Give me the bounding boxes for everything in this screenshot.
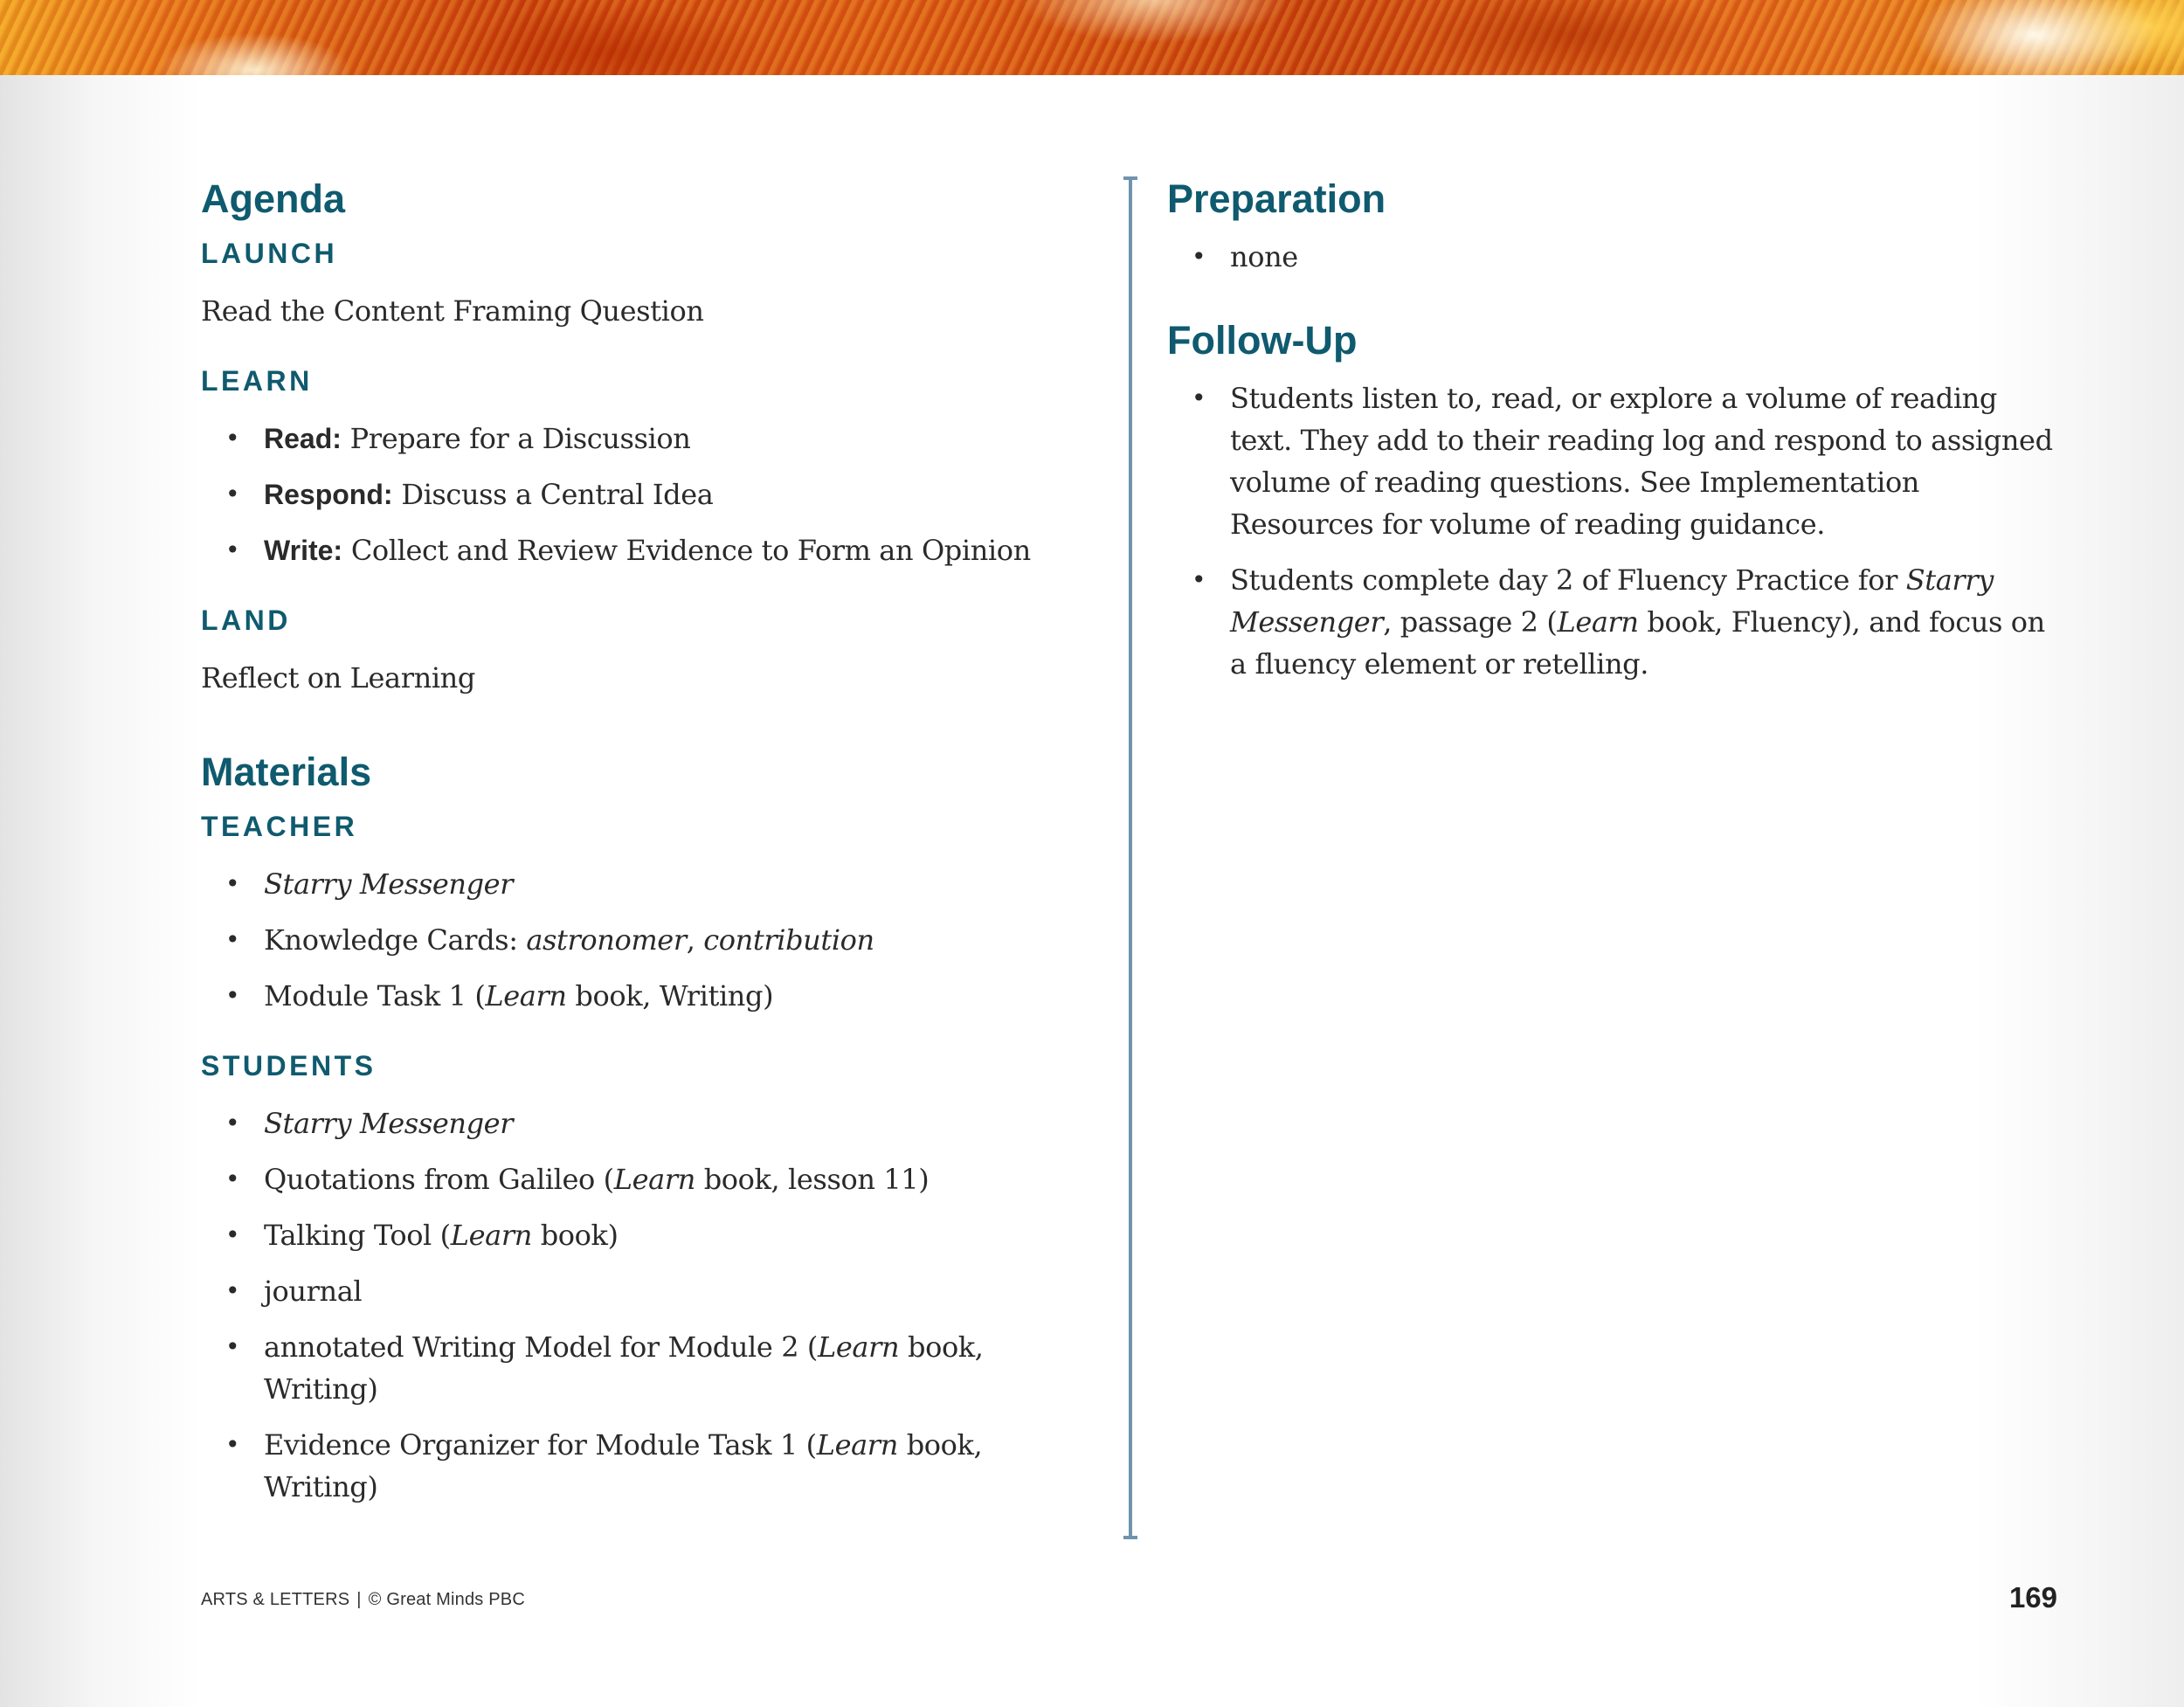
land-text: Reflect on Learning xyxy=(201,661,475,695)
footer-credit xyxy=(201,1590,525,1610)
right-column xyxy=(1167,175,2058,708)
item-text: Collect and Review Evidence to Form an Opinion xyxy=(342,534,1031,567)
item-text: annotated Writing Model for Module 2 ( xyxy=(264,1330,819,1364)
footer-copyright: © Great Minds PBC xyxy=(368,1590,525,1609)
item-text: Knowledge Cards: xyxy=(264,923,527,957)
launch-text: Read the Content Framing Question xyxy=(201,294,704,328)
list-item xyxy=(201,418,1075,460)
item-text: book, Writing) xyxy=(566,979,774,1012)
item-text: book, Writing) xyxy=(264,1330,984,1406)
followup-list xyxy=(1167,377,2058,685)
book-ref: Learn xyxy=(613,1163,695,1196)
list-item xyxy=(201,1424,1075,1508)
list-item xyxy=(1167,559,2058,685)
item-text: Discuss a Central Idea xyxy=(392,478,714,511)
item-label: Write: xyxy=(264,535,343,566)
item-text: Talking Tool ( xyxy=(264,1219,451,1252)
item-text: , xyxy=(686,923,704,957)
book-ref: Learn xyxy=(1557,605,1639,639)
item-text: book, Fluency), and focus on a fluency element or retelling. xyxy=(1230,605,2045,681)
list-item xyxy=(201,473,1075,515)
footer-brand: ARTS & LETTERS xyxy=(201,1590,350,1609)
agenda-title: Agenda xyxy=(201,176,346,221)
list-item xyxy=(201,1270,1075,1312)
item-text: book) xyxy=(531,1219,619,1252)
students-list xyxy=(201,1102,1075,1508)
list-item xyxy=(201,529,1075,571)
students-heading: STUDENTS xyxy=(201,1050,377,1082)
preparation-title: Preparation xyxy=(1167,176,1386,221)
book-ref: Learn xyxy=(450,1219,532,1252)
item-label: Read: xyxy=(264,423,342,454)
item-text: , passage 2 ( xyxy=(1383,605,1558,639)
list-item xyxy=(201,863,1075,905)
land-heading: LAND xyxy=(201,605,291,636)
followup-title: Follow-Up xyxy=(1167,318,1358,363)
learn-heading: LEARN xyxy=(201,365,313,397)
learn-list xyxy=(201,418,1075,571)
column-divider xyxy=(1129,176,1132,1539)
list-item xyxy=(201,975,1075,1017)
item-text: none xyxy=(1230,240,1298,273)
footer-separator: | xyxy=(356,1590,362,1609)
book-title: Starry Messenger xyxy=(264,1107,514,1140)
launch-heading: LAUNCH xyxy=(201,238,338,269)
vocab-word: astronomer xyxy=(526,923,687,957)
book-ref: Learn xyxy=(485,979,567,1012)
list-item xyxy=(1167,377,2058,545)
item-text: Prepare for a Discussion xyxy=(341,422,691,455)
book-title: Starry Messenger xyxy=(264,867,514,901)
teacher-heading: TEACHER xyxy=(201,811,358,842)
teacher-list xyxy=(201,863,1075,1017)
item-text: book, Writing) xyxy=(264,1428,983,1503)
list-item xyxy=(201,1326,1075,1410)
header-banner-image xyxy=(0,0,2184,75)
materials-title: Materials xyxy=(201,750,372,794)
list-item xyxy=(1167,236,2058,278)
list-item xyxy=(201,1214,1075,1256)
item-text: Evidence Organizer for Module Task 1 ( xyxy=(264,1428,817,1462)
item-text: Module Task 1 ( xyxy=(264,979,486,1012)
item-text: Students listen to, read, or explore a volume of reading text. They add to their reading log and respond to assigned volume of reading questions. See Implementation Resources for volume of reading guidance. xyxy=(1230,382,2053,541)
item-text: Students complete day 2 of Fluency Practice for xyxy=(1230,563,1906,597)
list-item xyxy=(201,1158,1075,1200)
item-text: Quotations from Galileo ( xyxy=(264,1163,614,1196)
vocab-word: contribution xyxy=(703,923,874,957)
book-ref: Learn xyxy=(818,1330,900,1364)
list-item xyxy=(201,919,1075,961)
book-ref: Learn xyxy=(816,1428,898,1462)
preparation-list xyxy=(1167,236,2058,278)
book-title: Starry Messenger xyxy=(1230,563,1994,639)
list-item xyxy=(201,1102,1075,1144)
item-text: book, lesson 11) xyxy=(695,1163,930,1196)
page-number: 169 xyxy=(2008,1581,2057,1614)
item-label: Respond: xyxy=(264,479,393,510)
left-column xyxy=(201,175,1075,1531)
item-text: journal xyxy=(264,1275,363,1308)
